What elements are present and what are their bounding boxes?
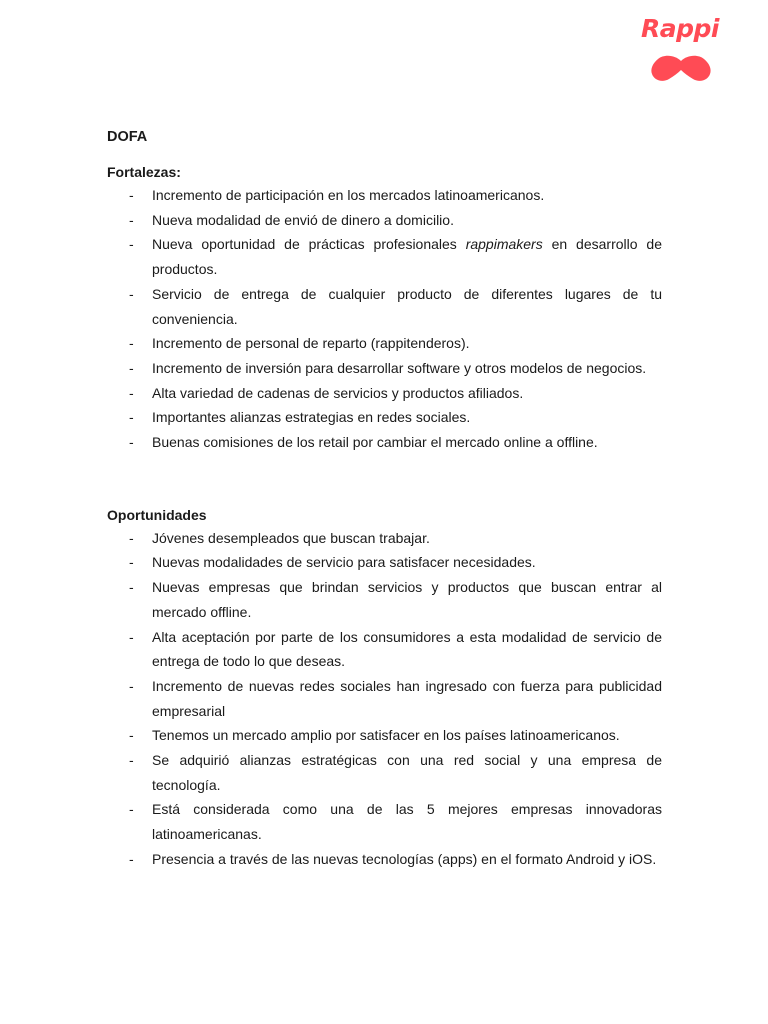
list-item-text: Nuevas empresas que brindan servicios y productos que buscan entrar al mercado offline. [152, 579, 662, 620]
oportunidades-list [107, 526, 662, 872]
list-item-text: Incremento de personal de reparto (rappitenderos). [152, 335, 470, 352]
document-title: DOFA [107, 129, 148, 145]
list-item-text: Buenas comisiones de los retail por cambiar el mercado online a offline. [152, 434, 598, 451]
list-item-text: Se adquirió alianzas estratégicas con una red social y una empresa de tecnología. [152, 752, 662, 793]
list-item [107, 526, 662, 551]
list-item-text: Nuevas modalidades de servicio para satisfacer necesidades. [152, 554, 536, 571]
list-item [107, 625, 662, 674]
list-item-text: Jóvenes desempleados que buscan trabajar. [152, 529, 430, 546]
rappi-logo [640, 14, 730, 84]
list-item [107, 183, 662, 208]
list-item [107, 575, 662, 624]
bullet-dash: - [129, 409, 134, 426]
list-item-text: en desarrollo de productos. [152, 236, 662, 278]
bullet-dash: - [129, 285, 134, 302]
bullet-dash: - [129, 677, 134, 694]
bullet-dash: - [129, 335, 134, 352]
list-item [107, 405, 662, 430]
bullet-dash: - [129, 187, 134, 203]
list-item [107, 381, 662, 406]
bullet-dash: - [129, 434, 134, 451]
list-item-text: Presencia a través de las nuevas tecnologías (apps) en el formato Android y iOS. [152, 850, 657, 867]
list-item-text: Tenemos un mercado amplio por satisfacer en los países latinoamericanos. [152, 727, 620, 744]
document-body [107, 126, 662, 872]
section-heading-oportunidades: Oportunidades [107, 506, 207, 523]
list-item [107, 674, 662, 723]
list-item [107, 331, 662, 356]
list-item-text: Nueva oportunidad de prácticas profesionales [152, 236, 466, 253]
list-item-text: Alta aceptación por parte de los consumidores a esta modalidad de servicio de entrega de todo lo que deseas. [152, 628, 662, 670]
mustache-icon [650, 54, 712, 84]
bullet-dash: - [129, 579, 134, 596]
list-item [107, 208, 662, 233]
list-item-text: Incremento de participación en los mercados latinoamericanos. [152, 187, 545, 203]
bullet-dash: - [129, 628, 134, 645]
bullet-dash: - [129, 554, 134, 571]
bullet-dash: - [129, 850, 134, 867]
list-item-text: Alta variedad de cadenas de servicios y productos afiliados. [152, 384, 524, 401]
list-item [107, 550, 662, 575]
bullet-dash: - [129, 236, 134, 253]
bullet-dash: - [129, 211, 134, 228]
list-item [107, 748, 662, 797]
list-item-text: Está considerada como una de las 5 mejores empresas innovadoras latinoamericanas. [152, 801, 662, 843]
list-item-text: Incremento de nuevas redes sociales han ingresado con fuerza para publicidad empresarial [152, 677, 662, 719]
list-item-text: Servicio de entrega de cualquier producto de diferentes lugares de tu conveniencia. [152, 285, 662, 327]
bullet-dash: - [129, 384, 134, 401]
bullet-dash: - [129, 752, 134, 769]
list-item [107, 847, 662, 872]
bullet-dash: - [129, 801, 134, 818]
bullet-dash: - [129, 727, 134, 744]
list-item-text: Incremento de inversión para desarrollar software y otros modelos de negocios. [152, 359, 647, 376]
list-item-text: Importantes alianzas estrategias en redes sociales. [152, 409, 471, 426]
list-item [107, 430, 662, 455]
list-item [107, 356, 662, 381]
bullet-dash: - [129, 359, 134, 376]
list-item [107, 797, 662, 846]
list-item [107, 282, 662, 331]
list-item [107, 723, 662, 748]
fortalezas-list [107, 183, 662, 455]
bullet-dash: - [129, 529, 134, 546]
logo-text: Rappi [641, 14, 719, 43]
section-heading-fortalezas: Fortalezas: [107, 164, 181, 180]
list-item-text: Nueva modalidad de envió de dinero a domicilio. [152, 211, 454, 228]
list-item [107, 232, 662, 281]
emphasized-term: rappimakers [465, 236, 543, 253]
